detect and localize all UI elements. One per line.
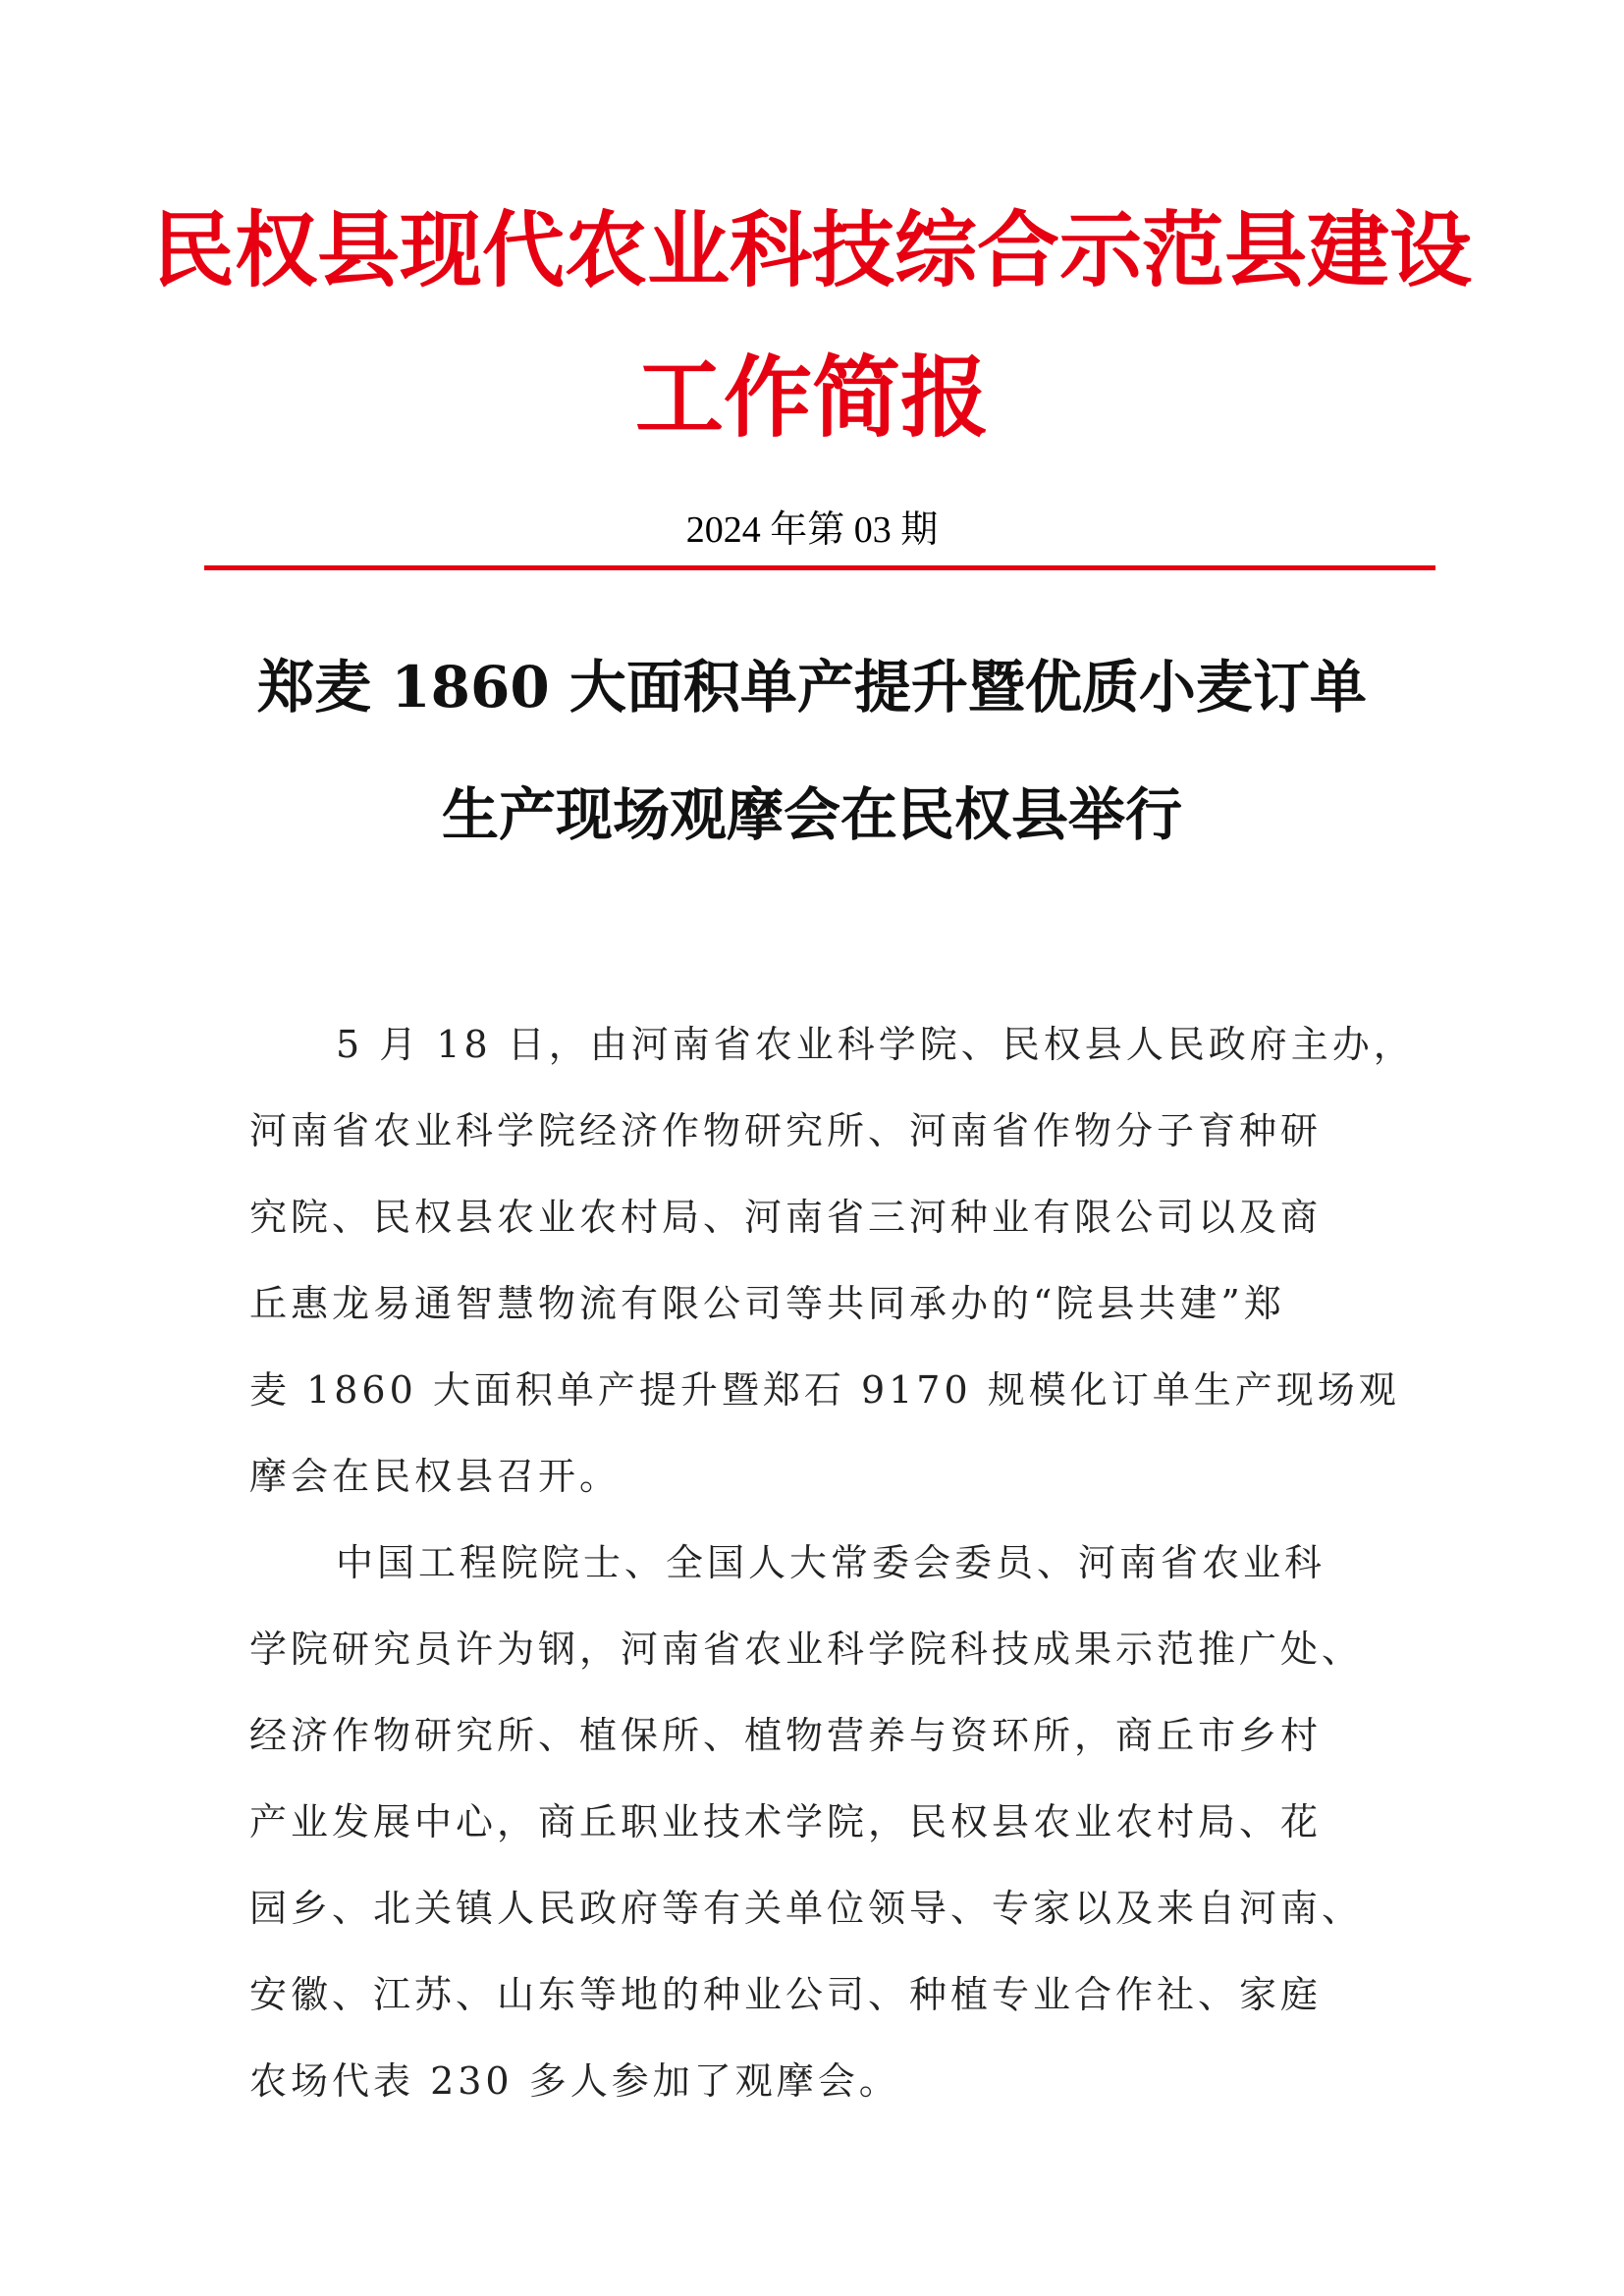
red-divider-rule xyxy=(204,565,1435,570)
paragraph-line: 5 月 18 日，由河南省农业科学院、民权县人民政府主办， xyxy=(336,1023,1415,1066)
paragraph-line: 究院、民权县农业农村局、河南省三河种业有限公司以及商 xyxy=(249,1196,1323,1239)
paragraph-line: 麦 1860 大面积单产提升暨郑石 9170 规模化订单生产现场观 xyxy=(249,1368,1400,1412)
paragraph-line: 安徽、江苏、山东等地的种业公司、种植专业合作社、家庭 xyxy=(249,1973,1323,2016)
paragraph-line: 农场代表 230 多人参加了观摩会。 xyxy=(249,2059,900,2103)
article-title-line2: 生产现场观摩会在民权县举行 xyxy=(441,781,1182,848)
issue-number: 2024 年第 03 期 xyxy=(685,509,939,551)
masthead-title-line2: 工作简报 xyxy=(635,346,989,450)
paragraph-line: 学院研究员许为钢，河南省农业科学院科技成果示范推广处、 xyxy=(249,1628,1364,1671)
paragraph-line: 经济作物研究所、植保所、植物营养与资环所，商丘市乡村 xyxy=(249,1714,1323,1757)
paragraph-line: 摩会在民权县召开。 xyxy=(249,1455,622,1498)
paragraph-line: 产业发展中心，商丘职业技术学院，民权县农业农村局、花 xyxy=(249,1800,1323,1843)
paragraph-line: 园乡、北关镇人民政府等有关单位领导、专家以及来自河南、 xyxy=(249,1887,1364,1930)
article-title-line1: 郑麦 1860 大面积单产提升暨优质小麦订单 xyxy=(257,654,1367,721)
masthead-title-line1: 民权县现代农业科技综合示范县建设 xyxy=(151,201,1472,298)
paragraph-line: 丘惠龙易通智慧物流有限公司等共同承办的“院县共建”郑 xyxy=(249,1282,1285,1325)
paragraph-line: 河南省农业科学院经济作物研究所、河南省作物分子育种研 xyxy=(249,1109,1323,1152)
paragraph-1 xyxy=(249,1001,1415,1520)
paragraph-line: 中国工程院院士、全国人大常委会委员、河南省农业科 xyxy=(336,1541,1326,1584)
paragraph-2 xyxy=(249,1520,1388,2124)
